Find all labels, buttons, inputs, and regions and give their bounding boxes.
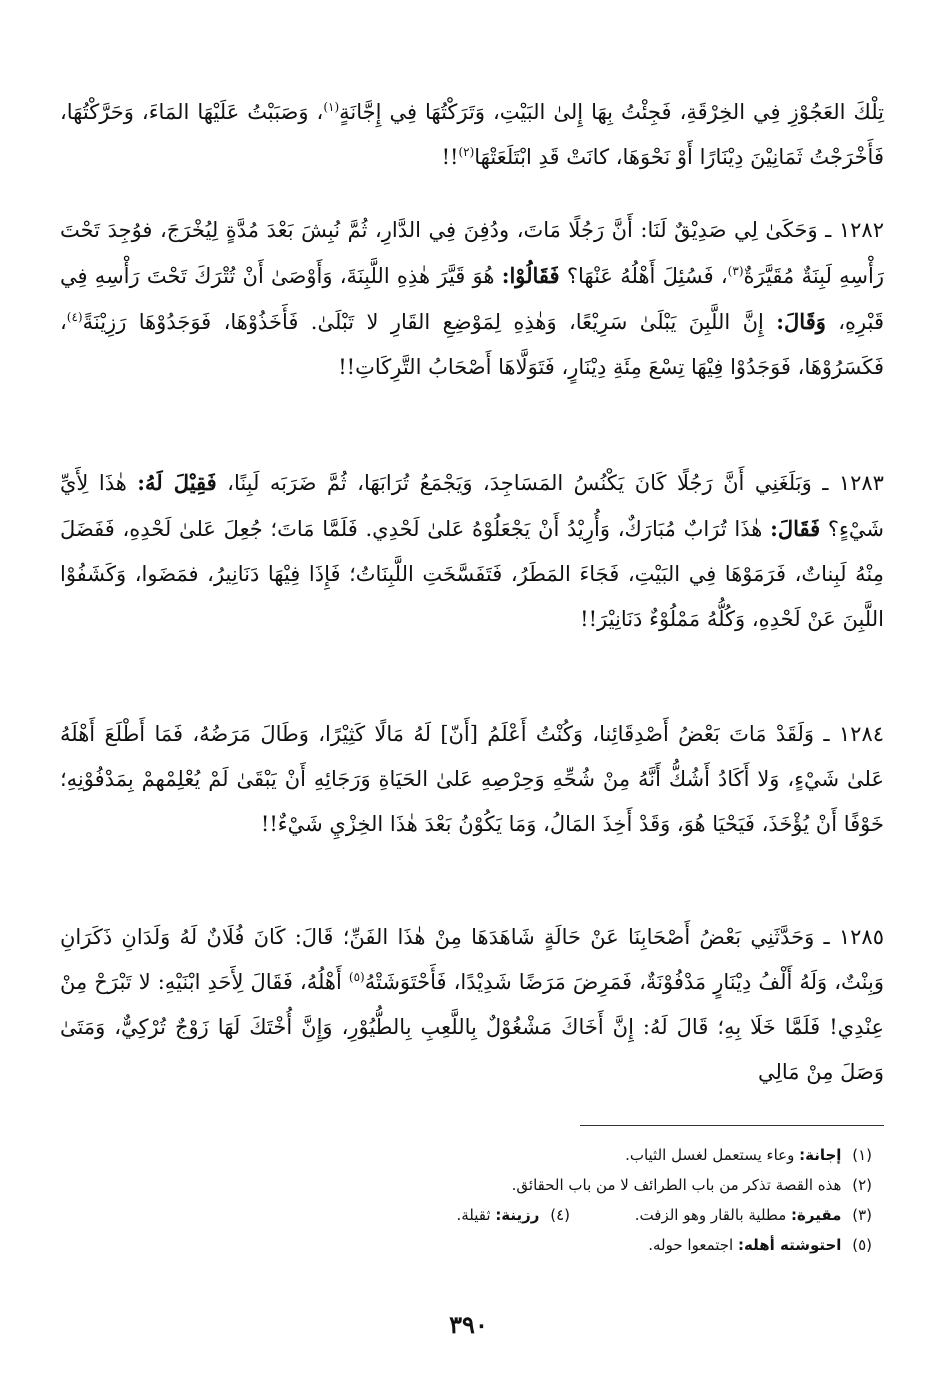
paragraph-number: ١٢٨٢ ـ [825,218,884,242]
speech-marker: فَقَالَ: [770,516,821,541]
paragraph-text: هٰذَا لِأَيِّ شَيْءٍ؟ [60,471,885,541]
paragraph-text: هٰذَا تُرَابٌ مُبَارَكٌ، وَأُرِيْدُ أَنْ يَجْعَلُوْهُ عَلىٰ لَحْدِي. فَلَمَّا مَاتَ؛ جُعِلَ عَلىٰ لَحْدِهِ، فَفَضَلَ مِنْهُ لَبِناتٌ، فَرَمَوْهَا فِي البَيْتِ، فَجَاءَ المَطَرُ، فَتَفَسَّخَتِ اللَّبِنَاتُ؛ فَإِذَا فِيْهَا دَنَانِيرُ، فمَضَوا، وَكَشَفُوْا اللَّبِنَ عَنْ لَحْدِهِ، وَكُلُّهُ مَمْلُوْءٌ دَنَانِيْرَ!! [60,517,884,631]
footnote-number: (٥) [852,1236,872,1254]
paragraph-text: وَحَدَّثَنِي بَعْضُ أَصْحَابِنَا عَنْ حَالَةٍ شَاهَدَهَا مِنْ هٰذَا الفَنِّ؛ قَالَ: كَانَ فُلَانٌ لَهُ وَلَدَانِ ذَكَرَانِ وَبِنْتٌ، وَلَهُ أَلْفُ دِيْنَارٍ مَدْفُوْنَةٌ، فَمَرِضَ مَرَضًا شَدِيْدًا، فَأَحْتَوَشَتْهُ [60,925,884,994]
footnote-ref-1: (١) [323,100,340,114]
footnote-text: وعاء يستعمل لغسل الثياب. [625,1146,795,1164]
paragraph-1285 [60,915,884,1095]
footnote-divider [580,1125,884,1126]
footnote-number: (٤) [550,1206,570,1224]
footnote-text: مطلية بالقار وهو الزفت. [634,1206,787,1224]
paragraph-text: وَلَقَدْ مَاتَ بَعْضُ أَصْدِقَائِنا، وَكُنْتُ أَعْلَمُ [أَنّ] لَهُ مَالًا كَثِيْرًا، وَطَالَ مَرَضُهُ، فَمَا أَطْلَعَ أَهْلَهُ عَلىٰ شَيْءٍ، وَلا أَكَادُ أَشُكُّ أَنَّهُ مِنْ شُحِّهِ وَحِرْصِهِ عَلىٰ الحَيَاةِ وَرَجَائِهِ أَنْ يَبْقَىٰ لَمْ يُعْلِمْهمْ بِمَدْفُوْنِهِ؛ خَوْفًا أَنْ يُؤْخَذَ، فَيَحْيَا هُوَ، وَقَدْ أَخِذَ المَالُ، وَمَا يَكُوْنُ بَعْدَ هٰذَا الخِزْيِ شَيْءٌ!! [60,722,884,836]
footnote-term: إجانة: [799,1146,842,1164]
footnote-ref-4: (٤) [66,310,83,324]
footnote-number: (٣) [852,1206,872,1224]
paragraph-text: هُوَ قَيَّرَ هٰذِهِ اللَّبِنَةَ، وَأَوْصَىٰ أَنْ تُتْرَكَ تَحْتَ رَأْسِهِ فِي قَبْرِهِ، [60,264,885,334]
footnote-text: هذه القصة تذكر من باب الطرائف لا من باب الحقائق. [511,1176,842,1194]
paragraph-text: ، وَصَبَبْتُ عَلَيْهَا المَاءَ، وَحَرَّكْتُهَا، فَأَخْرَجْتُ ثَمَانِيْنَ دِيْنَارًا أَوْ نَحْوَهَا، كانَتْ قَدِ ابْتَلَعَتْهَا [60,100,884,169]
paragraph-text: أَهْلُهُ، فَقَالَ لِأَحَدِ ابْنَيْهِ: لا تَبْرَحْ مِنْ عِنْدِي! فَلَمَّا خَلَا بِهِ؛ قَالَ لَهُ: إِنَّ أَخَاكَ مَشْغُوْلٌ بِاللَّعِبِ بِالطُّيُوْرِ، وَإِنَّ أُخْتَكَ لَهَا زَوْجٌ تُرْكِيٌّ، وَمَتَىٰ وَصَلَ مِنْ مَالِي [60,970,884,1084]
speech-marker: فَقِيْلَ لَهُ: [137,470,217,495]
footnote-5 [60,1230,872,1260]
footnote-text: اجتمعوا حوله. [648,1236,734,1254]
paragraph-number: ١٢٨٣ ـ [822,471,884,495]
paragraph-continuation [60,90,884,180]
paragraph-text: ، فَكَسَرُوْهَا، فَوَجَدُوْا فِيْهَا تِسْعَ مِئَةِ دِيْنَارٍ، فَتَوَلَّاهَا أَصْحَابُ التَّرِكَاتِ!! [60,310,884,379]
paragraph-text: إِنَّ اللَّبِنَ يَبْلَىٰ سَرِيْعًا، وَهٰذِهِ لِمَوْضِعِ القَارِ لا تَبْلَىٰ. فَأَخَذُوْهَا، فَوَجَدُوْهَا رَزِيْنَةً [82,310,764,334]
paragraph-text: ، فَسُئِلَ أَهْلُهُ عَنْهَا؟ [566,264,728,288]
paragraph-number: ١٢٨٥ ـ [823,925,884,949]
page-number: ٣٩٠ [449,1310,488,1339]
footnote-ref-2: (٢) [458,145,475,159]
paragraph-text: وَبَلَغَنِي أَنَّ رَجُلًا كَانَ يَكْنُسُ المَسَاجِدَ، وَيَجْمَعُ تُرَابَهَا، ثُمَّ ضَرَبَه لَبِنًا، [227,471,812,495]
footnote-2 [60,1170,872,1200]
paragraph-1283 [60,460,884,642]
footnote-ref-5: (٥) [348,970,365,984]
paragraph-1284 [60,712,884,847]
speech-marker: فَقَالُوْا: [501,263,560,288]
footnote-ref-3: (٣) [727,264,744,278]
paragraph-text: وَحَكَىٰ لِي صَدِيْقٌ لَنَا: أَنَّ رَجُلًا مَاتَ، ودُفِنَ فِي الدَّارِ، ثُمَّ نُبِشَ بَعْدَ مُدَّةٍ لِيُخْرَجَ، فوُجِدَ تَحْتَ رَأْسِهِ لَبِنَةٌ مُقَيَّرَةٌ [60,218,884,288]
footnote-number: (١) [852,1146,872,1164]
footnote-term: رزينة: [495,1206,540,1224]
paragraph-text: !! [441,145,459,169]
footnote-3-4 [60,1200,872,1230]
paragraph-1282 [60,208,884,390]
footnote-term: مقيرة: [791,1206,842,1224]
footnote-1 [60,1140,872,1170]
footnote-number: (٢) [852,1176,872,1194]
footnote-text: ثقيلة. [456,1206,491,1224]
speech-marker: وَقَالَ: [776,309,826,334]
footnote-term: احتوشته أهله: [738,1236,842,1254]
footnotes [60,1140,872,1260]
paragraph-number: ١٢٨٤ ـ [823,722,885,746]
paragraph-text: تِلْكَ العَجُوْزِ فِي الخِرْقَةِ، فَجِئْتُ بِهَا إِلىٰ البَيْتِ، وَتَرَكْتُهَا فِي إِجَّانَةٍ [339,100,884,124]
footnote-4 [456,1206,570,1224]
